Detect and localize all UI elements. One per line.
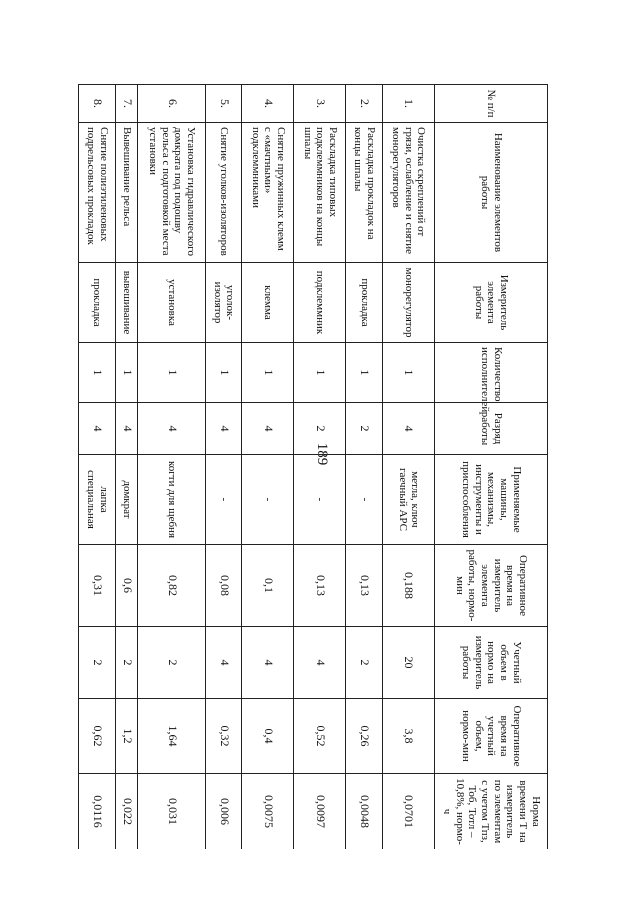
cell-op-time: 0,08 bbox=[205, 545, 242, 627]
cell-tools: лапка специальная bbox=[79, 455, 116, 545]
cell-count: 1 bbox=[138, 343, 205, 403]
cell-op-time-volume: 1,64 bbox=[138, 699, 205, 774]
cell-grade: 4 bbox=[205, 403, 242, 455]
cell-norm: 0,0116 bbox=[79, 774, 116, 850]
cell-op-time: 0,82 bbox=[138, 545, 205, 627]
cell-grade: 2 bbox=[294, 403, 346, 455]
cell-norm: 0,031 bbox=[138, 774, 205, 850]
cell-no: 8. bbox=[79, 85, 116, 123]
norms-table-area bbox=[78, 84, 548, 849]
cell-count: 1 bbox=[205, 343, 242, 403]
cell-name: Раскладка типовых подклеммников на концы шпалы bbox=[294, 123, 346, 263]
cell-op-time-volume: 0,4 bbox=[242, 699, 294, 774]
cell-tools: когти для щебня bbox=[138, 455, 205, 545]
cell-name: Очистка скреплений от грязи, ослабление и снятие монорегуляторов bbox=[383, 123, 435, 263]
cell-op-time-volume: 1,2 bbox=[115, 699, 138, 774]
cell-name: Снятие уголков-изоляторов bbox=[205, 123, 242, 263]
cell-tools: - bbox=[205, 455, 242, 545]
cell-volume: 20 bbox=[383, 627, 435, 699]
cell-meter: установка bbox=[138, 263, 205, 343]
cell-name: Снятие полиэтиленовых подрельсовых прокладок bbox=[79, 123, 116, 263]
cell-op-time: 0,31 bbox=[79, 545, 116, 627]
table-row bbox=[205, 85, 242, 850]
header-norm: Норма времени Т на измеритель по элементам с учетом Тпз, Тоб, Тотл – 10,8%, нормо-ч bbox=[435, 774, 548, 850]
cell-no: 3. bbox=[294, 85, 346, 123]
cell-norm: 0,022 bbox=[115, 774, 138, 850]
cell-tools: - bbox=[242, 455, 294, 545]
cell-volume: 2 bbox=[138, 627, 205, 699]
cell-no: 5. bbox=[205, 85, 242, 123]
rotated-table bbox=[78, 84, 548, 849]
cell-grade: 4 bbox=[79, 403, 116, 455]
cell-op-time-volume: 0,62 bbox=[79, 699, 116, 774]
cell-meter: уголок-изолятор bbox=[205, 263, 242, 343]
cell-count: 1 bbox=[79, 343, 116, 403]
table-row bbox=[346, 85, 383, 850]
cell-op-time: 0,6 bbox=[115, 545, 138, 627]
cell-norm: 0,0097 bbox=[294, 774, 346, 850]
cell-meter: монорегулятор bbox=[383, 263, 435, 343]
cell-norm: 0,0048 bbox=[346, 774, 383, 850]
cell-volume: 2 bbox=[346, 627, 383, 699]
header-row bbox=[435, 85, 548, 850]
cell-volume: 2 bbox=[115, 627, 138, 699]
cell-name: Раскладка прокладок на концы шпалы bbox=[346, 123, 383, 263]
cell-no: 7. bbox=[115, 85, 138, 123]
header-count: Количество исполнителей bbox=[435, 343, 548, 403]
cell-no: 2. bbox=[346, 85, 383, 123]
cell-count: 1 bbox=[115, 343, 138, 403]
cell-op-time-volume: 3,8 bbox=[383, 699, 435, 774]
cell-grade: 4 bbox=[383, 403, 435, 455]
table-row bbox=[383, 85, 435, 850]
cell-count: 1 bbox=[346, 343, 383, 403]
cell-norm: 0,006 bbox=[205, 774, 242, 850]
cell-no: 1. bbox=[383, 85, 435, 123]
cell-op-time: 0,13 bbox=[346, 545, 383, 627]
cell-count: 1 bbox=[294, 343, 346, 403]
cell-volume: 4 bbox=[294, 627, 346, 699]
table-row bbox=[79, 85, 116, 850]
header-op-time: Оперативное время на измеритель элемента работы, нормо-мин bbox=[435, 545, 548, 627]
cell-tools: - bbox=[346, 455, 383, 545]
cell-no: 6. bbox=[138, 85, 205, 123]
cell-meter: подклеммник bbox=[294, 263, 346, 343]
cell-op-time-volume: 0,52 bbox=[294, 699, 346, 774]
cell-name: Снятие пружинных клемм с «мачтными» подклеммниками bbox=[242, 123, 294, 263]
cell-name: Вывешивание рельса bbox=[115, 123, 138, 263]
cell-meter: прокладка bbox=[79, 263, 116, 343]
cell-op-time: 0,188 bbox=[383, 545, 435, 627]
cell-count: 1 bbox=[383, 343, 435, 403]
header-op-time-volume: Оперативное время на учетный объем, нормо-мин bbox=[435, 699, 548, 774]
cell-volume: 4 bbox=[205, 627, 242, 699]
cell-op-time-volume: 0,32 bbox=[205, 699, 242, 774]
table-row bbox=[115, 85, 138, 850]
table-row bbox=[242, 85, 294, 850]
header-grade: Разряд работы bbox=[435, 403, 548, 455]
cell-no: 4. bbox=[242, 85, 294, 123]
header-meter: Измеритель элемента работы bbox=[435, 263, 548, 343]
cell-volume: 4 bbox=[242, 627, 294, 699]
norms-table bbox=[78, 84, 548, 849]
cell-op-time: 0,1 bbox=[242, 545, 294, 627]
header-tools: Применяемые машины, механизмы, инструменты и приспособления bbox=[435, 455, 548, 545]
header-volume: Учетный объем в нормо на измеритель работы bbox=[435, 627, 548, 699]
header-no: № п/п bbox=[435, 85, 548, 123]
cell-grade: 4 bbox=[115, 403, 138, 455]
cell-tools: метла, ключ гаечный АРС bbox=[383, 455, 435, 545]
cell-norm: 0,0075 bbox=[242, 774, 294, 850]
cell-volume: 2 bbox=[79, 627, 116, 699]
cell-tools: домкрат bbox=[115, 455, 138, 545]
cell-name: Установка гидравлического домкрата под подошву рельса с подготовкой места установки bbox=[138, 123, 205, 263]
cell-count: 1 bbox=[242, 343, 294, 403]
cell-op-time: 0,13 bbox=[294, 545, 346, 627]
cell-grade: 4 bbox=[242, 403, 294, 455]
cell-norm: 0,0701 bbox=[383, 774, 435, 850]
page-number: 189 bbox=[314, 442, 330, 466]
cell-meter: вывешивание bbox=[115, 263, 138, 343]
header-name: Наименование элементов работы bbox=[435, 123, 548, 263]
cell-op-time-volume: 0,26 bbox=[346, 699, 383, 774]
cell-meter: прокладка bbox=[346, 263, 383, 343]
table-row bbox=[294, 85, 346, 850]
cell-meter: клемма bbox=[242, 263, 294, 343]
table-row bbox=[138, 85, 205, 850]
cell-grade: 2 bbox=[346, 403, 383, 455]
cell-tools: - bbox=[294, 455, 346, 545]
cell-grade: 4 bbox=[138, 403, 205, 455]
